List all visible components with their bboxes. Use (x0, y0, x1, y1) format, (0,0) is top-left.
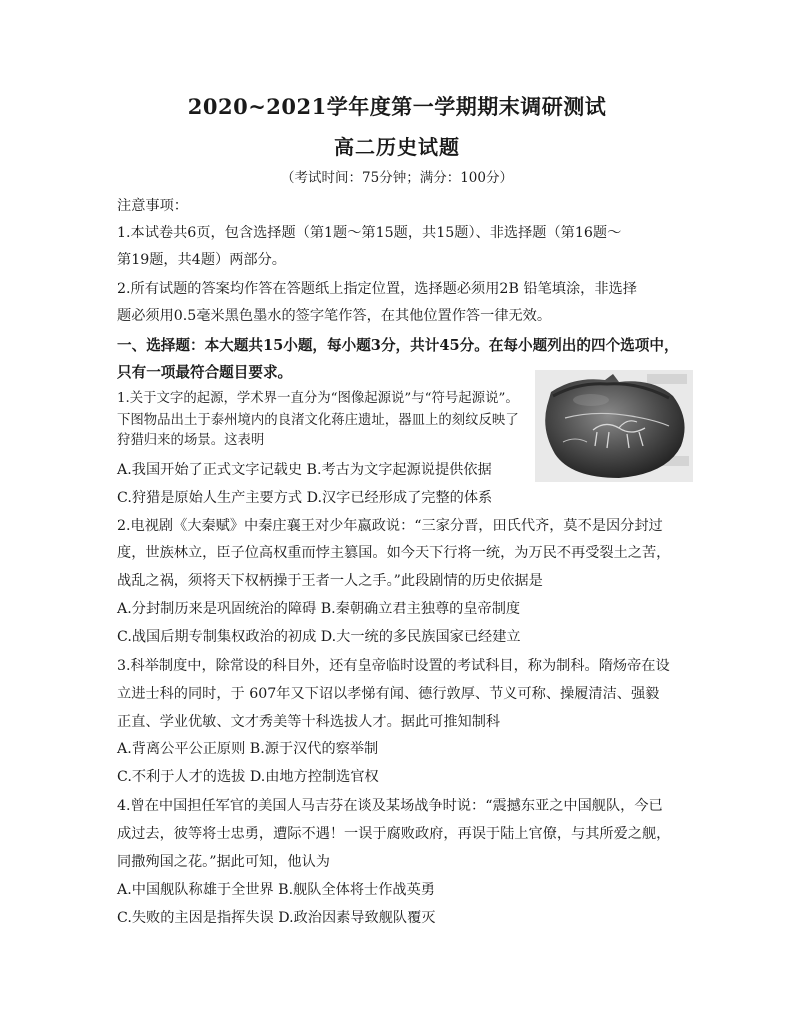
q3-options-cd: C.不利于人才的选拔 D.由地方控制选官权 (117, 769, 379, 785)
exam-subtitle: 高二历史试题 (334, 135, 460, 159)
notes-heading: 注意事项： (117, 198, 188, 214)
q2-stem-line-1: 2.电视剧《大秦赋》中秦庄襄王对少年嬴政说：“三家分晋，田氏代齐，莫不是因分封过 (117, 518, 663, 534)
q4-options-cd: C.失败的主因是指挥失误 D.政治因素导致舰队覆灭 (117, 910, 436, 926)
section-1-heading-line-1: 一、选择题：本大题共15小题，每小题3分，共计45分。在每小题列出的四个选项中， (117, 337, 679, 354)
q3-options-ab: A.背离公平公正原则 B.源于汉代的察举制 (117, 741, 379, 757)
notes-item-2-line-2: 题必须用0.5毫米黑色墨水的签字笔作答，在其他位置作答一律无效。 (117, 308, 552, 324)
exam-info: （考试时间：75分钟；满分：100分） (281, 170, 513, 186)
q4-stem-line-3: 同撒殉国之花。”据此可知，他认为 (117, 854, 330, 870)
notes-item-2-line-1: 2.所有试题的答案均作答在答题纸上指定位置，选择题必须用2B 铅笔填涂，非选择 (117, 281, 637, 297)
q4-stem-line-2: 成过去，彼等将士忠勇，遭际不遇！一误于腐败政府，再误于陆上官僚，与其所爱之舰， (117, 826, 671, 842)
notes-item-1-line-1: 1.本试卷共6页，包含选择题（第1题～第15题，共15题）、非选择题（第16题～ (117, 225, 622, 241)
q1-options-cd: C.狩猎是原始人生产主要方式 D.汉字已经形成了完整的体系 (117, 490, 493, 506)
q1-stem-line-2: 下图物品出土于泰州境内的良渚文化蒋庄遗址，器皿上的刻纹反映了 (117, 413, 519, 428)
q3-stem-line-1: 3.科举制度中，除常设的科目外，还有皇帝临时设置的考试科目，称为制科。隋炀帝在设 (117, 658, 670, 674)
q2-stem-line-2: 度，世族林立，臣子位高权重而悖主篡国。如今天下行将一统，为万民不再受裂土之苦， (117, 545, 671, 561)
q2-stem-line-3: 战乱之祸，须将天下权柄操于王者一人之手。”此段剧情的历史依据是 (117, 573, 543, 589)
q2-options-ab: A.分封制历来是巩固统治的障碍 B.秦朝确立君主独尊的皇帝制度 (117, 601, 521, 617)
exam-title: 2020~2021学年度第一学期期末调研测试 (187, 94, 607, 119)
section-1-heading-line-2: 只有一项最符合题目要求。 (117, 364, 293, 381)
q4-stem-line-1: 4.曾在中国担任军官的美国人马吉芬在谈及某场战争时说：“震撼东亚之中国舰队，今已 (117, 798, 663, 814)
q2-options-cd: C.战国后期专制集权政治的初成 D.大一统的多民族国家已经建立 (117, 629, 521, 645)
notes-item-1-line-2: 第19题，共4题）两部分。 (117, 252, 286, 268)
q1-options-ab: A.我国开始了正式文字记载史 B.考古为文字起源说提供依据 (117, 462, 492, 478)
q1-stem-line-3: 狩猎归来的场景。这表明 (117, 433, 265, 448)
q1-stem-line-1: 1.关于文字的起源，学术界一直分为“图像起源说”与“符号起源说”。 (117, 391, 519, 406)
incised-pottery-jar-photo-icon (535, 370, 693, 482)
q4-options-ab: A.中国舰队称雄于全世界 B.舰队全体将士作战英勇 (117, 882, 435, 898)
q3-stem-line-2: 立进士科的同时，于 607年又下诏以孝悌有闻、德行敦厚、节义可称、操履清洁、强毅 (117, 686, 660, 702)
q3-stem-line-3: 正直、学业优敏、文才秀美等十科选拔人才。据此可推知制科 (117, 714, 501, 730)
